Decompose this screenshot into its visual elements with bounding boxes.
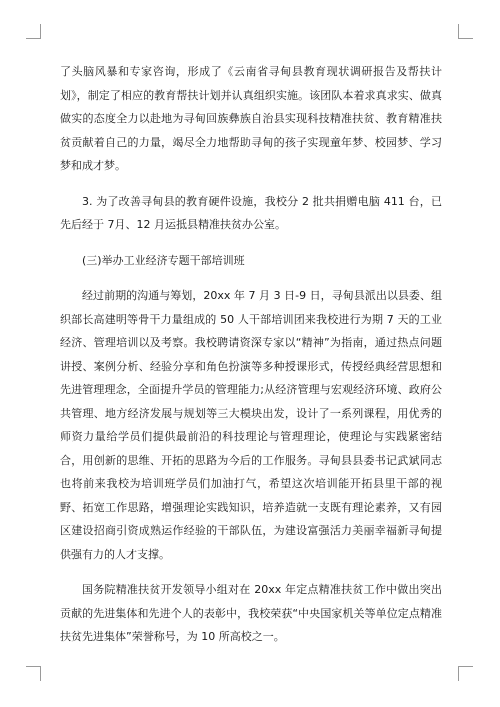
paragraph-computer-donation: 3. 为了改善寻甸县的教育硬件设施，我校分 2 批共捐赠电脑 411 台，已先后经于 7月、12 月运抵县精准扶贫办公室。 — [60, 194, 442, 231]
paragraph-team-summary: 了头脑风暴和专家咨询，形成了《云南省寻甸县教育现状调研报告及帮扶计划》，制定了相应的教育帮扶计划并认真组织实施。该团队本着求真求实、做真做实的态度全力以赴地为寻甸回族彝族自治县实现科技精准扶贫、教育精准扶贫贡献着自己的力量，竭尽全力地帮助寻甸的孩子实现童年梦、校园梦、学习梦和成才梦。 — [60, 65, 442, 172]
section-heading-training: (三)举办工业经济专题干部培训班 — [82, 253, 245, 267]
crop-mark-bottom-right — [458, 666, 473, 681]
paragraph-training-details: 经过前期的沟通与筹划，20xx 年 7 月 3 日-9 日，寻甸县派出以县委、组织部长高建明等骨干力量组成的 50 人干部培训团来我校进行为期 7 天的工业经济、管理培训以及考察。我校聘请资深专家以“精神”为指南，通过热点问题讲授、案例分析、经验分享和角色扮演等多种授课形式，传授经典经营思想和先进管理理念，全面提升学员的管理能力;从经济管理与宏观经济环境、政府公共管理、地方经济发展与规划等三大模块出发，设计了一系列课程，用优秀的师资力量给学员们提供最前沿的科技理论与管理理论，使理论与实践紧密结合，用创新的思维、开拓的思路为今后的工作服务。寻甸县县委书记武斌同志也将前来我校为培训班学员们加油打气，希望这次培训能开拓县里干部的视野、拓宽工作思路，增强理论实践知识，培养造就一支既有理论素养，又有园区建设招商引资成熟运作经验的干部队伍，为建设富强活力美丽幸福新寻甸提供强有力的人才支撑。 — [60, 289, 442, 561]
crop-mark-bottom-left — [26, 666, 41, 681]
crop-mark-top-left — [26, 24, 41, 39]
paragraph-honor-award: 国务院精准扶贫开发领导小组对在 20xx 年定点精准扶贫工作中做出突出贡献的先进集体和先进个人的表彰中，我校荣获“中央国家机关等单位定点精准扶贫先进集体”荣誉称号，为 10 所高校之一。 — [60, 583, 442, 643]
page-body — [60, 60, 442, 649]
crop-mark-top-right — [458, 24, 473, 39]
